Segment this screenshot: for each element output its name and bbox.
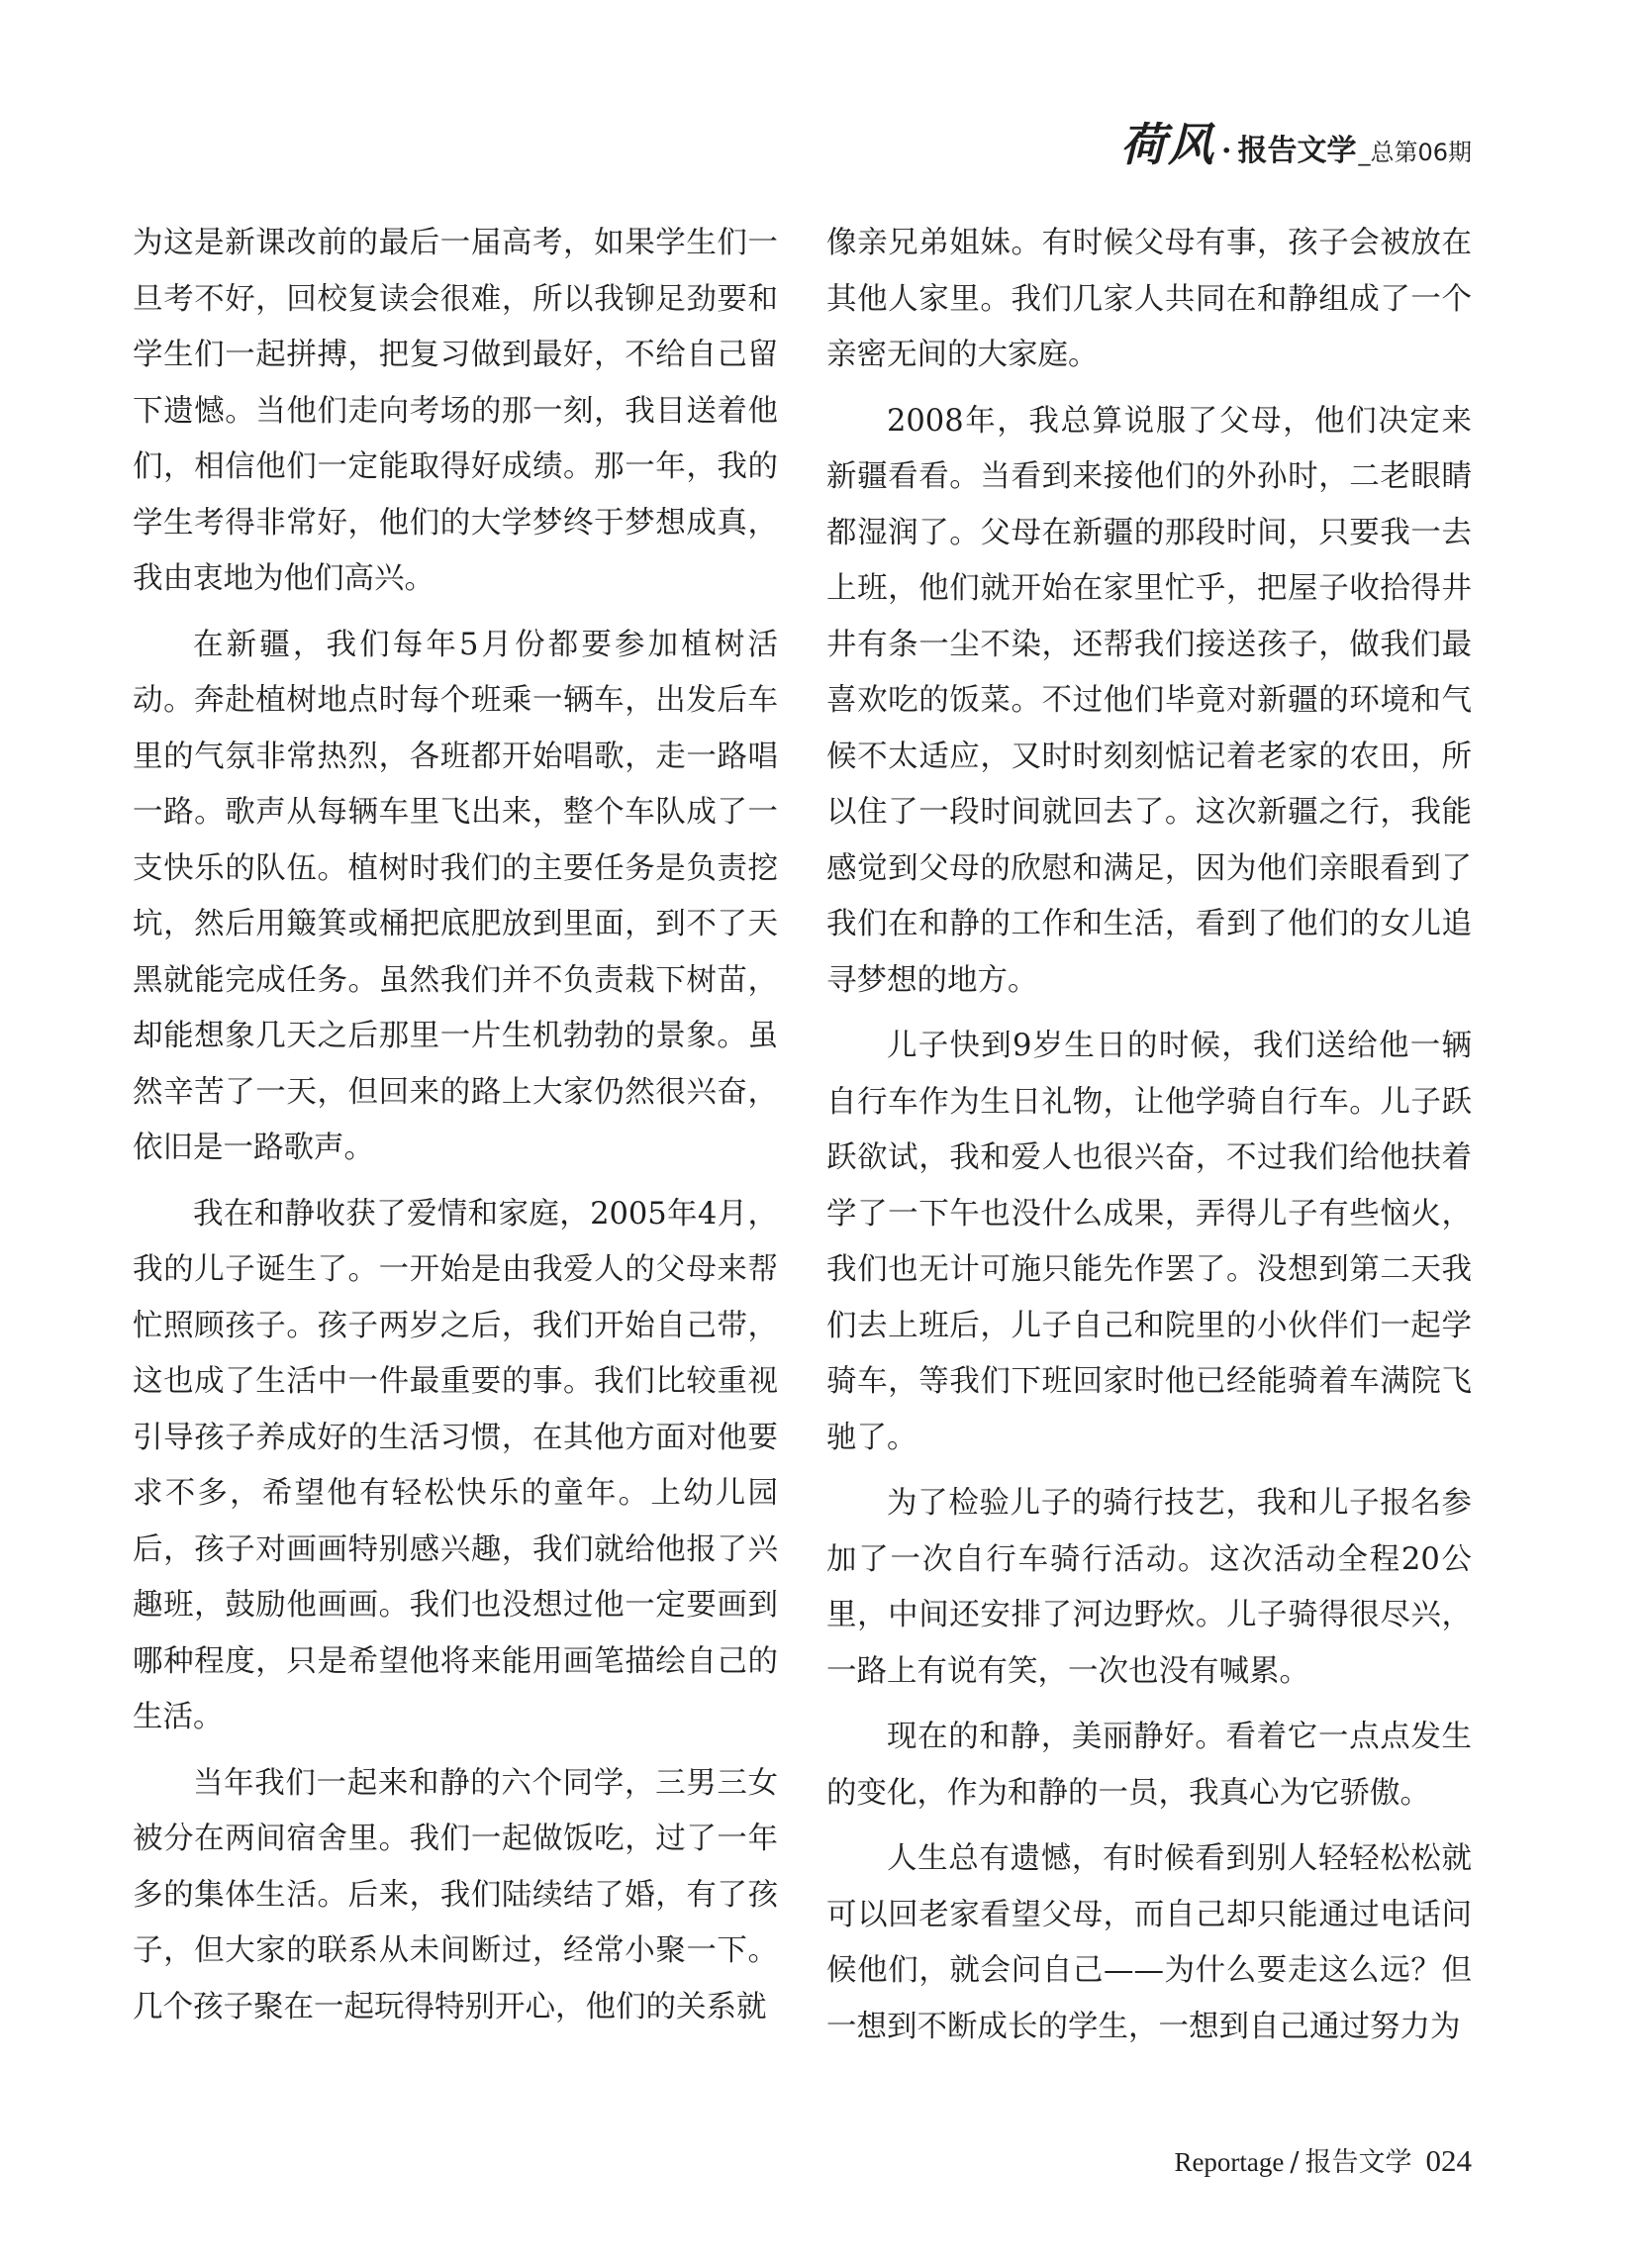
magazine-logo: 荷风: [1120, 118, 1215, 171]
paragraph: 像亲兄弟姐妹。有时候父母有事，孩子会被放在其他人家里。我们几家人共同在和静组成了一个亲密无间的大家庭。: [826, 226, 1472, 372]
paragraph: 儿子快到9岁生日的时候，我们送给他一辆自行车作为生日礼物，让他学骑自行车。儿子跃跃欲试，我和爱人也很兴奋，不过我们给他扶着学了一下午也没什么成果，弄得儿子有些恼火，我们也无计可施只能先作罢了。没想到第二天我们去上班后，儿子自己和院里的小伙伴们一起学骑车，等我们下班回家时他已经能骑着车满院飞驰了。: [826, 1029, 1472, 1455]
paragraph: 为这是新课改前的最后一届高考，如果学生们一旦考不好，回校复读会很难，所以我铆足劲要和学生们一起拼搏，把复习做到最好，不给自己留下遗憾。当他们走向考场的那一刻，我目送着他们，相信他们一定能取得好成绩。那一年，我的学生考得非常好，他们的大学梦终于梦想成真，我由衷地为他们高兴。: [133, 226, 778, 596]
paragraph: 我在和静收获了爱情和家庭，2005年4月，我的儿子诞生了。一开始是由我爱人的父母来帮忙照顾孩子。孩子两岁之后，我们开始自己带，这也成了生活中一件最重要的事。我们比较重视引导孩子养成好的生活习惯，在其他方面对他要求不多，希望他有轻松快乐的童年。上幼儿园后，孩子对画画特别感兴趣，我们就给他报了兴趣班，鼓励他画画。我们也没想过他一定要画到哪种程度，只是希望他将来能用画笔描绘自己的生活。: [133, 1196, 778, 1734]
page-footer: [1174, 2140, 1472, 2179]
paragraph: 现在的和静，美丽静好。看着它一点点发生的变化，作为和静的一员，我真心为它骄傲。: [826, 1720, 1472, 1811]
footer-separator: /: [1290, 2147, 1300, 2178]
page-number: 024: [1425, 2143, 1472, 2178]
paragraph: 为了检验儿子的骑行技艺，我和儿子报名参加了一次自行车骑行活动。这次活动全程20公里，中间还安排了河边野炊。儿子骑得很尽兴，一路上有说有笑，一次也没有喊累。: [826, 1486, 1472, 1689]
issue-number: _总第06期: [1358, 139, 1472, 166]
paragraph: 人生总有遗憾，有时候看到别人轻轻松松就可以回老家看望父母，而自己却只能通过电话问候他们，就会问自己——为什么要走这么远？但一想到不断成长的学生，一想到自己通过努力为: [826, 1841, 1472, 2044]
header-separator: ·: [1221, 134, 1232, 168]
paragraph: 当年我们一起来和静的六个同学，三男三女被分在两间宿舍里。我们一起做饭吃，过了一年多的集体生活。后来，我们陆续结了婚，有了孩子，但大家的联系从未间断过，经常小聚一下。几个孩子聚在一起玩得特别开心，他们的关系就: [133, 1765, 778, 2024]
section-title: 报告文学: [1237, 134, 1357, 168]
paragraph: 在新疆，我们每年5月份都要参加植树活动。奔赴植树地点时每个班乘一辆车，出发后车里的气氛非常热烈，各班都开始唱歌，走一路唱一路。歌声从每辆车里飞出来，整个车队成了一支快乐的队伍。植树时我们的主要任务是负责挖坑，然后用簸箕或桶把底肥放到里面，到不了天黑就能完成任务。虽然我们并不负责栽下树苗，却能想象几天之后那里一片生机勃勃的景象。虽然辛苦了一天，但回来的路上大家仍然很兴奋，依旧是一路歌声。: [133, 627, 778, 1165]
footer-english-title: Reportage: [1174, 2147, 1285, 2177]
paragraph: 2008年，我总算说服了父母，他们决定来新疆看看。当看到来接他们的外孙时，二老眼睛都湿润了。父母在新疆的那段时间，只要我一去上班，他们就开始在家里忙乎，把屋子收拾得井井有条一尘不染，还帮我们接送孩子，做我们最喜欢吃的饭菜。不过他们毕竟对新疆的环境和气候不太适应，又时时刻刻惦记着老家的农田，所以住了一段时间就回去了。这次新疆之行，我能感觉到父母的欣慰和满足，因为他们亲眼看到了我们在和静的工作和生活，看到了他们的女儿追寻梦想的地方。: [826, 403, 1472, 998]
right-column: [826, 216, 1472, 2065]
running-header: [1120, 109, 1472, 174]
footer-chinese-title: 报告文学: [1304, 2147, 1412, 2178]
left-column: [133, 216, 778, 2045]
